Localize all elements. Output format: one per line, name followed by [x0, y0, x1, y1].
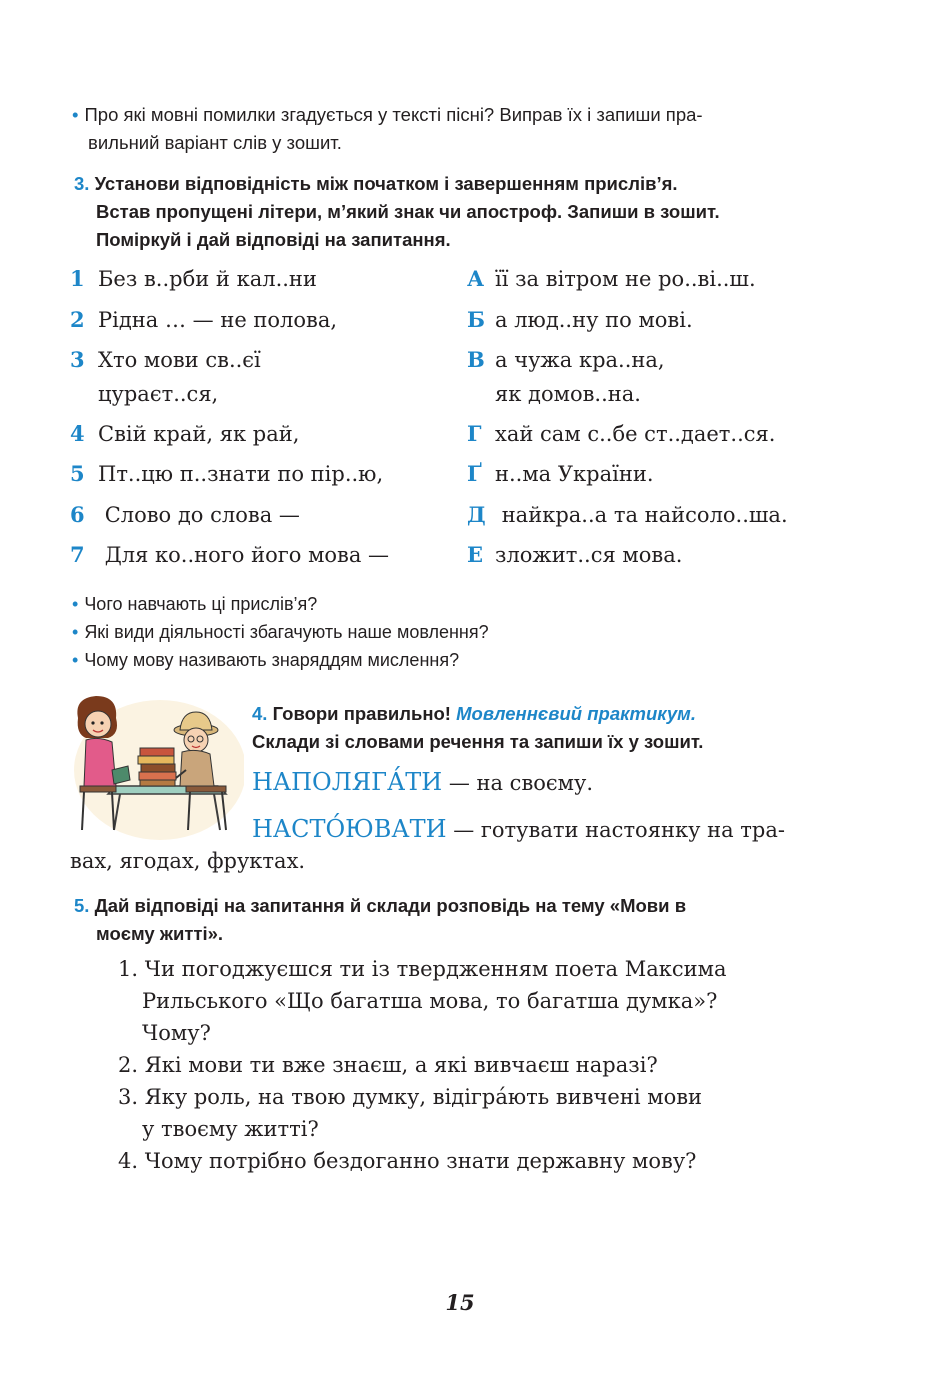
proverb-end-e	[467, 538, 682, 572]
task5-item-3-cont: у твоєму житті?	[142, 1117, 319, 1141]
bullet-icon: •	[72, 104, 79, 125]
proverb-text: Пт..цю п..знати по пір..ю,	[98, 462, 384, 486]
task3-line3: Поміркуй і дай відповіді на запитання.	[96, 229, 451, 250]
task4-instruction: Склади зі словами речення та запиши їх у зошит.	[252, 731, 704, 752]
proverb-start-7	[70, 538, 389, 572]
proverb-text-cont: як домов..на.	[495, 382, 641, 406]
task3-line1: Установи відповідність між початком і завершенням прислів’я.	[94, 173, 678, 194]
proverb-text: її за вітром не ро..ві..ш.	[495, 267, 756, 291]
task5-item-3: 3. Яку роль, на твою думку, відігра́ють вивчені мови	[118, 1085, 703, 1109]
task5-item-1-cont2: Чому?	[142, 1021, 211, 1045]
task5-item-4: 4. Чому потрібно бездоганно знати державну мову?	[118, 1149, 697, 1173]
task4-word1-line	[252, 766, 892, 799]
proverb-start-1	[70, 262, 317, 296]
intro-question-line2: вильний варіант слів у зошит.	[88, 132, 342, 153]
proverb-letter: В	[467, 347, 485, 372]
proverb-end-a	[467, 262, 756, 296]
proverb-text-cont: цураєт..ся,	[98, 382, 219, 406]
question-item: • Чому мову називають знаряддям мислення?	[72, 650, 460, 670]
proverb-text: а люд..ну по мові.	[495, 308, 693, 332]
task5-item-1: 1. Чи погоджуєшся ти із твердженням поета Максима	[118, 957, 727, 981]
proverb-text: Слово до слова —	[104, 503, 300, 527]
proverb-text: Свій край, як рай,	[98, 422, 300, 446]
proverb-letter: Г	[467, 421, 482, 446]
question-item: • Чого навчають ці прислів’я?	[72, 594, 318, 614]
task3-number: 3.	[74, 173, 90, 194]
proverb-number: 4	[70, 421, 85, 446]
proverb-number: 5	[70, 461, 85, 486]
proverb-start-3	[70, 343, 261, 411]
proverb-text: Рідна … — не полова,	[98, 308, 338, 332]
proverb-letter: А	[467, 266, 485, 291]
task5-header	[74, 892, 894, 948]
task4-word2: НАСТО́ЮВАТИ	[252, 815, 447, 843]
task4-word2-def-cont: вах, ягодах, фруктах.	[70, 849, 306, 873]
bullet-icon: •	[72, 594, 79, 614]
proverb-end-v	[467, 343, 665, 411]
task4-word2-def: — готувати настоянку на тра-	[453, 818, 785, 842]
proverb-number: 7	[70, 542, 85, 567]
question-item: • Які види діяльності збагачують наше мовлення?	[72, 622, 489, 642]
page-number: 15	[445, 1290, 475, 1315]
task5-item-2: 2. Які мови ти вже знаєш, а які вивчаєш наразі?	[118, 1053, 658, 1077]
proverb-text: а чужа кра..на,	[495, 348, 665, 372]
proverb-number: 3	[70, 347, 85, 372]
task3-header	[74, 170, 894, 254]
bullet-icon: •	[72, 650, 79, 670]
task4-header	[252, 700, 892, 756]
proverb-end-g	[467, 457, 654, 491]
proverb-end-d	[467, 498, 788, 532]
task5-item-1-cont: Рильського «Що багатша мова, то багатша думка»?	[142, 989, 718, 1013]
proverb-text: Для ко..ного його мова —	[104, 543, 390, 567]
proverb-text: хай сам с..бе ст..дает..ся.	[495, 422, 776, 446]
task5-number: 5.	[74, 895, 90, 916]
task3-line2: Встав пропущені літери, м’який знак чи апостроф. Запиши в зошит.	[96, 201, 720, 222]
task4-subtitle: Мовленнєвий практикум.	[456, 703, 696, 724]
proverb-number: 2	[70, 307, 85, 332]
proverb-text: зложит..ся мова.	[495, 543, 683, 567]
intro-question	[72, 101, 872, 157]
task3-questions	[72, 590, 772, 674]
proverb-letter: Д	[467, 502, 486, 527]
task5-line1: Дай відповіді на запитання й склади розповідь на тему «Мови в	[94, 895, 687, 916]
proverb-start-5	[70, 457, 383, 491]
proverb-text: Без в..рби й кал..ни	[98, 267, 317, 291]
proverb-number: 1	[70, 266, 85, 291]
illustration-girls-at-desk	[68, 690, 244, 840]
task4-word2-line	[252, 813, 892, 846]
proverb-letter: Ґ	[467, 461, 482, 486]
intro-question-line1: Про які мовні помилки згадується у тексті пісні? Виправ їх і запиши пра-	[84, 104, 703, 125]
task4-number: 4.	[252, 703, 268, 724]
proverb-text: н..ма України.	[495, 462, 654, 486]
proverb-text: Хто мови св..єї	[98, 348, 261, 372]
proverb-letter: Б	[467, 307, 485, 332]
task4-title: Говори правильно!	[272, 703, 451, 724]
proverb-end-b	[467, 303, 693, 337]
task5-list	[118, 953, 878, 1177]
proverb-letter: Е	[467, 542, 484, 567]
task5-line2: моєму житті».	[96, 923, 224, 944]
proverb-text: найкра..а та найсоло..ша.	[501, 503, 788, 527]
proverb-end-h	[467, 417, 775, 451]
proverb-number: 6	[70, 502, 85, 527]
task4-word1: НАПОЛЯГА́ТИ	[252, 768, 443, 796]
proverb-start-6	[70, 498, 300, 532]
proverb-start-4	[70, 417, 299, 451]
task4-word1-def: — на своєму.	[448, 771, 594, 795]
proverb-start-2	[70, 303, 337, 337]
bullet-icon: •	[72, 622, 79, 642]
